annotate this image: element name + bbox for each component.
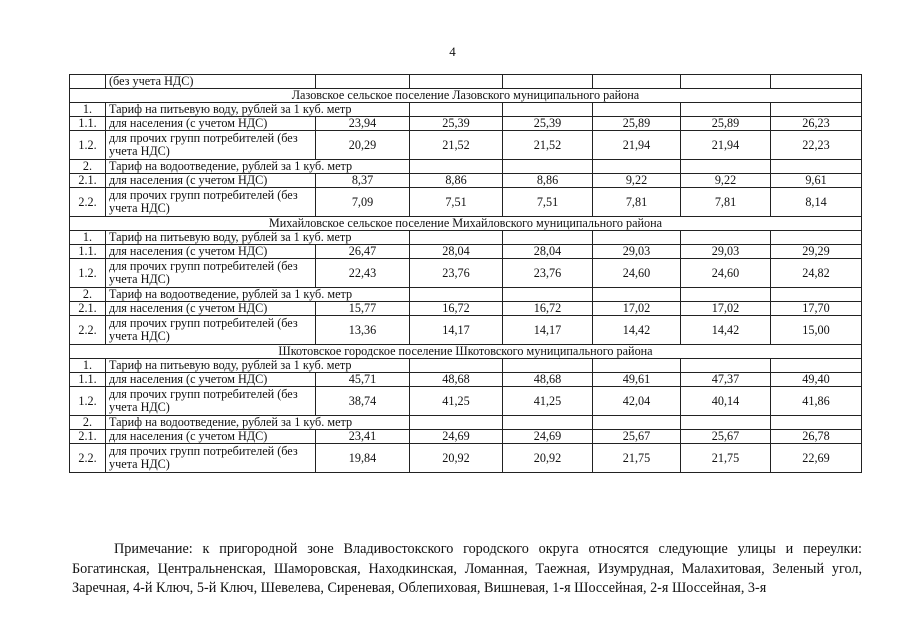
value-cell bbox=[503, 75, 593, 89]
empty-cell bbox=[593, 359, 681, 373]
value-cell: 20,92 bbox=[503, 444, 593, 473]
value-cell: 25,39 bbox=[503, 117, 593, 131]
value-cell: 29,29 bbox=[771, 245, 862, 259]
empty-cell bbox=[503, 103, 593, 117]
group-header-row bbox=[70, 160, 862, 174]
value-cell: 8,86 bbox=[410, 174, 503, 188]
value-cell: 9,22 bbox=[681, 174, 771, 188]
value-cell: 21,94 bbox=[681, 131, 771, 160]
value-cell: 22,69 bbox=[771, 444, 862, 473]
row-number: 1.2. bbox=[70, 131, 106, 160]
value-cell: 24,69 bbox=[503, 430, 593, 444]
value-cell: 23,76 bbox=[410, 259, 503, 288]
value-cell: 38,74 bbox=[316, 387, 410, 416]
value-cell: 28,04 bbox=[503, 245, 593, 259]
section-title: Лазовское сельское поселение Лазовского муниципального района bbox=[70, 89, 862, 103]
value-cell: 8,14 bbox=[771, 188, 862, 217]
table-row bbox=[70, 174, 862, 188]
value-cell: 7,81 bbox=[593, 188, 681, 217]
group-header-row bbox=[70, 288, 862, 302]
note-paragraph bbox=[72, 540, 862, 599]
empty-cell bbox=[771, 160, 862, 174]
section-row bbox=[70, 89, 862, 103]
value-cell: 49,40 bbox=[771, 373, 862, 387]
value-cell: 16,72 bbox=[410, 302, 503, 316]
value-cell: 21,52 bbox=[410, 131, 503, 160]
value-cell: 49,61 bbox=[593, 373, 681, 387]
value-cell: 24,69 bbox=[410, 430, 503, 444]
empty-cell bbox=[410, 359, 503, 373]
empty-cell bbox=[681, 288, 771, 302]
row-number: 1.1. bbox=[70, 117, 106, 131]
row-description: для населения (с учетом НДС) bbox=[106, 174, 316, 188]
row-number: 1.1. bbox=[70, 245, 106, 259]
group-title: Тариф на питьевую воду, рублей за 1 куб. метр bbox=[106, 359, 410, 373]
value-cell: 24,60 bbox=[593, 259, 681, 288]
empty-cell bbox=[410, 103, 503, 117]
empty-cell bbox=[771, 416, 862, 430]
empty-cell bbox=[593, 160, 681, 174]
value-cell: 9,22 bbox=[593, 174, 681, 188]
group-header-row bbox=[70, 103, 862, 117]
tariff-table-body bbox=[70, 75, 862, 473]
section-title: Шкотовское городское поселение Шкотовского муниципального района bbox=[70, 345, 862, 359]
value-cell: 41,25 bbox=[410, 387, 503, 416]
value-cell: 21,94 bbox=[593, 131, 681, 160]
group-number: 2. bbox=[70, 160, 106, 174]
value-cell: 8,86 bbox=[503, 174, 593, 188]
value-cell: 24,82 bbox=[771, 259, 862, 288]
row-description: для населения (с учетом НДС) bbox=[106, 302, 316, 316]
empty-cell bbox=[593, 103, 681, 117]
empty-cell bbox=[681, 231, 771, 245]
value-cell: 48,68 bbox=[503, 373, 593, 387]
value-cell: 22,23 bbox=[771, 131, 862, 160]
table-row bbox=[70, 188, 862, 217]
value-cell: 24,60 bbox=[681, 259, 771, 288]
value-cell: 14,17 bbox=[410, 316, 503, 345]
table-row bbox=[70, 245, 862, 259]
value-cell: 25,67 bbox=[681, 430, 771, 444]
value-cell: 41,86 bbox=[771, 387, 862, 416]
empty-cell bbox=[503, 160, 593, 174]
page-number: 4 bbox=[449, 44, 456, 59]
empty-cell bbox=[503, 231, 593, 245]
empty-cell bbox=[593, 416, 681, 430]
value-cell: 16,72 bbox=[503, 302, 593, 316]
value-cell bbox=[681, 75, 771, 89]
value-cell: 40,14 bbox=[681, 387, 771, 416]
group-number: 1. bbox=[70, 231, 106, 245]
value-cell: 13,36 bbox=[316, 316, 410, 345]
value-cell bbox=[316, 75, 410, 89]
section-row bbox=[70, 217, 862, 231]
table-row bbox=[70, 430, 862, 444]
row-description: для прочих групп потребителей (без учета НДС) bbox=[106, 387, 316, 416]
value-cell: 21,75 bbox=[681, 444, 771, 473]
value-cell: 14,42 bbox=[593, 316, 681, 345]
row-description: для населения (с учетом НДС) bbox=[106, 430, 316, 444]
value-cell: 9,61 bbox=[771, 174, 862, 188]
table-row bbox=[70, 444, 862, 473]
row-description: для прочих групп потребителей (без учета НДС) bbox=[106, 316, 316, 345]
value-cell: 8,37 bbox=[316, 174, 410, 188]
row-number: 2.1. bbox=[70, 174, 106, 188]
row-number: 1.2. bbox=[70, 259, 106, 288]
row-number: 2.2. bbox=[70, 316, 106, 345]
value-cell: 15,77 bbox=[316, 302, 410, 316]
value-cell: 29,03 bbox=[681, 245, 771, 259]
table-row bbox=[70, 117, 862, 131]
value-cell: 21,52 bbox=[503, 131, 593, 160]
row-number: 2.1. bbox=[70, 430, 106, 444]
value-cell: 29,03 bbox=[593, 245, 681, 259]
empty-cell bbox=[681, 160, 771, 174]
table-row bbox=[70, 373, 862, 387]
table-row bbox=[70, 302, 862, 316]
value-cell bbox=[410, 75, 503, 89]
group-title: Тариф на водоотведение, рублей за 1 куб. метр bbox=[106, 416, 410, 430]
group-number: 1. bbox=[70, 103, 106, 117]
group-title: Тариф на водоотведение, рублей за 1 куб. метр bbox=[106, 288, 410, 302]
value-cell: 17,70 bbox=[771, 302, 862, 316]
section-title: Михайловское сельское поселение Михайловского муниципального района bbox=[70, 217, 862, 231]
table-row bbox=[70, 316, 862, 345]
value-cell: 15,00 bbox=[771, 316, 862, 345]
empty-cell bbox=[681, 359, 771, 373]
value-cell: 21,75 bbox=[593, 444, 681, 473]
group-title: Тариф на водоотведение, рублей за 1 куб. метр bbox=[106, 160, 410, 174]
value-cell: 45,71 bbox=[316, 373, 410, 387]
group-header-row bbox=[70, 416, 862, 430]
value-cell: 41,25 bbox=[503, 387, 593, 416]
group-number: 1. bbox=[70, 359, 106, 373]
table-row bbox=[70, 131, 862, 160]
value-cell: 42,04 bbox=[593, 387, 681, 416]
row-number: 2.2. bbox=[70, 188, 106, 217]
empty-cell bbox=[503, 359, 593, 373]
value-cell: 25,39 bbox=[410, 117, 503, 131]
row-number: 1.1. bbox=[70, 373, 106, 387]
empty-cell bbox=[771, 231, 862, 245]
value-cell: 7,81 bbox=[681, 188, 771, 217]
value-cell: 25,89 bbox=[681, 117, 771, 131]
section-row bbox=[70, 345, 862, 359]
empty-cell bbox=[410, 160, 503, 174]
table-row bbox=[70, 387, 862, 416]
value-cell: 48,68 bbox=[410, 373, 503, 387]
row-description-cell: (без учета НДС) bbox=[106, 75, 316, 89]
empty-cell bbox=[681, 416, 771, 430]
value-cell: 19,84 bbox=[316, 444, 410, 473]
group-header-row bbox=[70, 359, 862, 373]
note-text: Примечание: к пригородной зоне Владивостокского городского округа относятся следующие улицы и переулки: Богатинская, Центральненская, Шаморовская, Находкинская, Ломанная, Таежная, Изумрудная, Малахитовая, Зеленый угол, Заречная, 4-й Ключ, 5-й Ключ, Шевелева, Сиреневая, Облепиховая, Вишневая, 1-я Шоссейная, 2-я Шоссейная, 3-я bbox=[72, 541, 862, 596]
row-description: для населения (с учетом НДС) bbox=[106, 117, 316, 131]
value-cell: 28,04 bbox=[410, 245, 503, 259]
value-cell: 25,89 bbox=[593, 117, 681, 131]
empty-cell bbox=[771, 288, 862, 302]
empty-cell bbox=[593, 288, 681, 302]
empty-cell bbox=[771, 359, 862, 373]
group-title: Тариф на питьевую воду, рублей за 1 куб. метр bbox=[106, 103, 410, 117]
group-header-row bbox=[70, 231, 862, 245]
row-description: для населения (с учетом НДС) bbox=[106, 373, 316, 387]
value-cell: 23,94 bbox=[316, 117, 410, 131]
empty-cell bbox=[503, 288, 593, 302]
row-description: для населения (с учетом НДС) bbox=[106, 245, 316, 259]
empty-cell bbox=[681, 103, 771, 117]
value-cell: 14,17 bbox=[503, 316, 593, 345]
value-cell: 26,78 bbox=[771, 430, 862, 444]
table-row-top bbox=[70, 75, 862, 89]
row-description: для прочих групп потребителей (без учета НДС) bbox=[106, 259, 316, 288]
value-cell: 20,92 bbox=[410, 444, 503, 473]
value-cell: 23,76 bbox=[503, 259, 593, 288]
value-cell: 17,02 bbox=[593, 302, 681, 316]
value-cell: 14,42 bbox=[681, 316, 771, 345]
value-cell: 47,37 bbox=[681, 373, 771, 387]
value-cell: 26,23 bbox=[771, 117, 862, 131]
value-cell bbox=[593, 75, 681, 89]
empty-cell bbox=[410, 231, 503, 245]
empty-cell bbox=[593, 231, 681, 245]
tariff-table bbox=[69, 74, 862, 473]
row-number-cell bbox=[70, 75, 106, 89]
group-number: 2. bbox=[70, 288, 106, 302]
empty-cell bbox=[410, 288, 503, 302]
group-title: Тариф на питьевую воду, рублей за 1 куб. метр bbox=[106, 231, 410, 245]
group-number: 2. bbox=[70, 416, 106, 430]
empty-cell bbox=[771, 103, 862, 117]
row-number: 2.1. bbox=[70, 302, 106, 316]
value-cell bbox=[771, 75, 862, 89]
value-cell: 7,51 bbox=[503, 188, 593, 217]
row-description: для прочих групп потребителей (без учета НДС) bbox=[106, 444, 316, 473]
empty-cell bbox=[410, 416, 503, 430]
value-cell: 22,43 bbox=[316, 259, 410, 288]
value-cell: 25,67 bbox=[593, 430, 681, 444]
value-cell: 26,47 bbox=[316, 245, 410, 259]
value-cell: 17,02 bbox=[681, 302, 771, 316]
value-cell: 20,29 bbox=[316, 131, 410, 160]
row-description: для прочих групп потребителей (без учета НДС) bbox=[106, 188, 316, 217]
row-number: 2.2. bbox=[70, 444, 106, 473]
value-cell: 23,41 bbox=[316, 430, 410, 444]
table-row bbox=[70, 259, 862, 288]
row-description: для прочих групп потребителей (без учета НДС) bbox=[106, 131, 316, 160]
value-cell: 7,51 bbox=[410, 188, 503, 217]
row-number: 1.2. bbox=[70, 387, 106, 416]
empty-cell bbox=[503, 416, 593, 430]
value-cell: 7,09 bbox=[316, 188, 410, 217]
